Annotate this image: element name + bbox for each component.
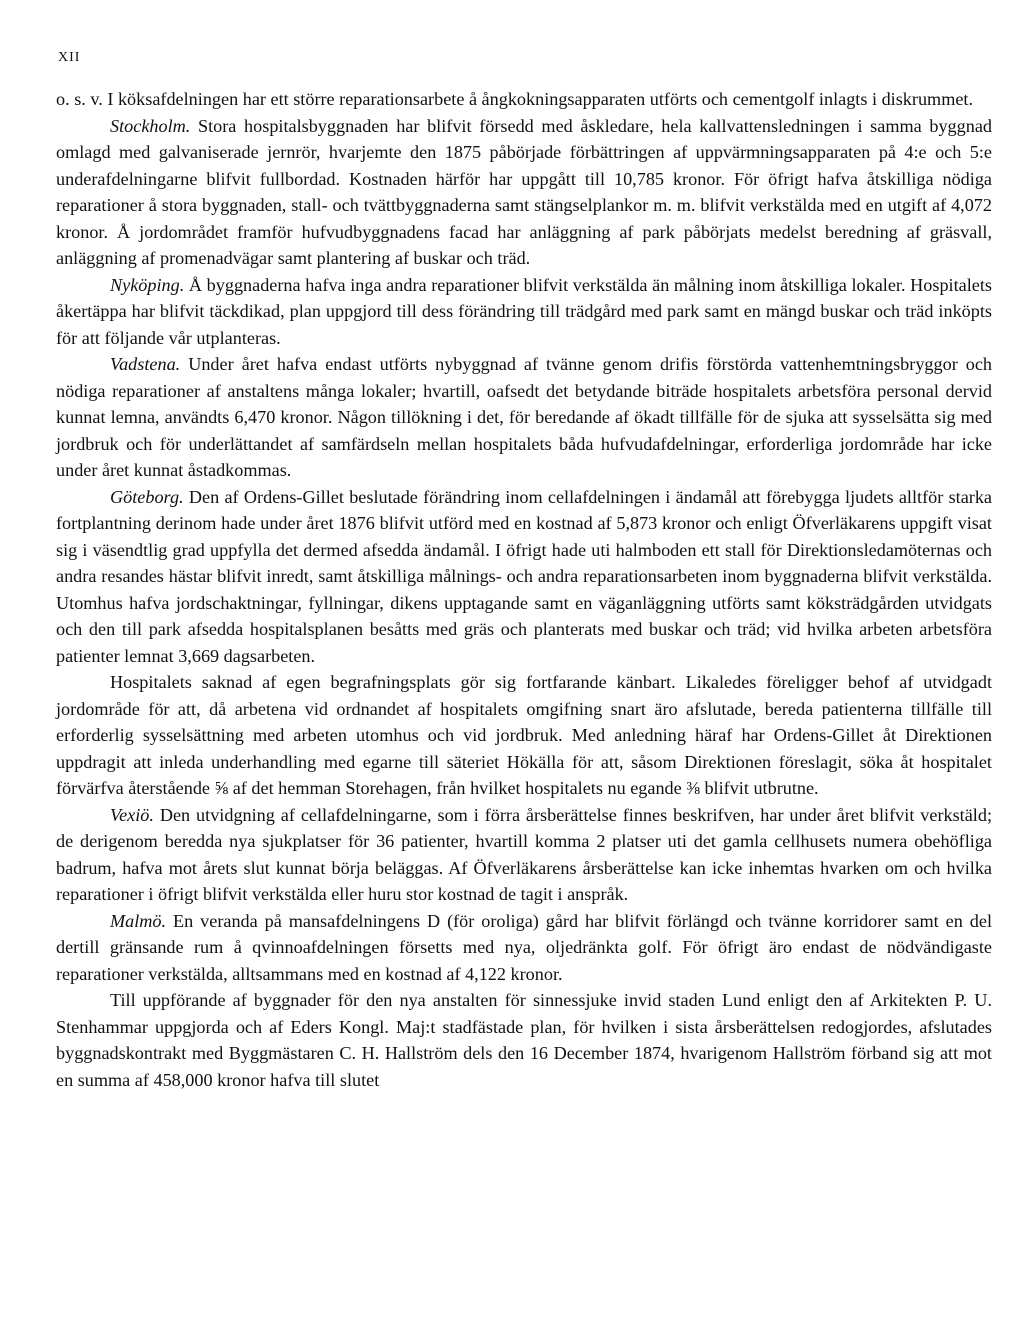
place-name: Vexiö. bbox=[110, 804, 154, 825]
paragraph-text: Den utvidgning af cellafdelningarne, som i förra årsberättelse finnes beskrifven, har under året blifvit verkstäld; de derigenom beredda nya sjukplatser för 36 patienter, hvartill komma 2 platser uti det gamla cellhusets numera obehöfliga badrum, hafva mot årets slut kunnat börja beläggas. Af Öfverläkarens årsberättelse kan icke inhemtas hvarken om och hvilka reparationer i öfrigt blifvit verkstälda eller huru stor kostnad de tagit i anspråk. bbox=[56, 804, 992, 904]
paragraph-text: Hospitalets saknad af egen begrafningsplats gör sig fortfarande känbart. Likaledes föreligger behof af utvidgadt jordområde för att, då arbetena vid ordnandet af hospitalets omgifning snart äro afslutade, bereda patienterna tillfälle till erforderlig sysselsättning med arbeten utomhus och vid jordbruk. Med anledning häraf har Ordens-Gillet åt Direktionen uppdragit att inleda underhandling med egarne till säteriet Hökälla för att, såsom Direktionen föreslagit, söka åt hospitalet förvärfva återstående ⅝ af det hemman Storehagen, från hvilket hospitalets nu egande ⅜ blifvit utbrutne. bbox=[56, 672, 992, 798]
paragraph bbox=[56, 669, 992, 802]
paragraph bbox=[56, 908, 992, 988]
paragraph-text: Stora hospitalsbyggnaden har blifvit försedd med åskledare, hela kallvattensledningen i samma byggnad omlagd med galvaniserade jernrör, hvarjemte den 1875 påbörjade förbättringen af uppvärmningsapparaten på 4:e och 5:e underafdelningarne blifvit fullbordad. Kostnaden härför har uppgått till 10,785 kronor. För öfrigt hafva åtskilliga nödiga reparationer å stora byggnaden, stall- och tvättbyggnaderna samt stängselplankor m. m. blifvit verkstälda med en utgift af 4,072 kronor. Å jordområdet framför hufvudbyggnadens facad har anläggning af park påbörjats medelst beredning af gräsvall, anläggning af promenadvägar samt plantering af buskar och träd. bbox=[56, 115, 992, 268]
place-name: Vadstena. bbox=[110, 354, 181, 374]
place-name: Stockholm. bbox=[110, 115, 191, 136]
place-name: Malmö. bbox=[110, 910, 167, 931]
paragraph bbox=[56, 113, 992, 272]
place-name: Nyköping. bbox=[110, 274, 185, 295]
paragraph-text: Till uppförande af byggnader för den nya anstalten för sinnessjuke invid staden Lund enligt den af Arkitekten P. U. Stenhammar uppgjorda och af Eders Kongl. Maj:t stadfästade plan, för hvilken i sista årsberättelsen redogjordes, afslutades byggnadskontrakt med Byggmästaren C. H. Hallström dels den 16 December 1874, hvarigenom Hallström förband sig att mot en summa af 458,000 kronor hafva till slutet bbox=[56, 990, 992, 1090]
paragraph-text: Den af Ordens-Gillet beslutade förändring inom cellafdelningen i ändamål att förebygga ljudets alltför starka fortplantning derinom hade under året 1876 blifvit utförd med en kostnad af 5,873 kronor och enligt Öfverläkarens uppgift visat sig i väsendtlig grad uppfylla det dermed afsedda ändamål. I öfrigt hade uti halmboden ett stall för Direktionsledamöternas och andra resandes hästar blifvit inredt, samt åtskilliga målnings- och andra reparationsarbeten inom byggnaderna blifvit verkstälda. Utomhus hafva jordschaktningar, fyllningar, dikens upptagande samt en väganläggning utförts samt köksträdgården utvidgats och den till park afsedda hospitalsplanen besåtts med gräs och planterats med buskar och träd; vid hvilka arbeten arbetsföra patienter lemnat 3,669 dagsarbeten. bbox=[56, 486, 992, 666]
paragraph-text: Å byggnaderna hafva inga andra reparationer blifvit verkstälda än målning inom åtskilliga lokaler. Hospitalets åkertäppa har blifvit täckdikad, plan uppgjord till dess förändring till trädgård med park samt en mängd buskar och träd inköpts för att följande vår utplanteras. bbox=[56, 274, 992, 348]
paragraph-text: o. s. v. I köksafdelningen har ett större reparationsarbete å ångkokningsapparaten utförts och cementgolf inlagts i diskrummet. bbox=[56, 89, 974, 109]
paragraph-text: Under året hafva endast utförts nybyggnad af tvänne genom drifis förstörda vattenhemtningsbryggor och nödiga reparationer af anstaltens många lokaler; hvartill, oafsedt det betydande biträde hospitalets arbetsföra personal dervid kunnat lemna, användts 6,470 kronor. Någon tillökning i det, för beredande af ökadt tillfälle för de sjuka att sysselsätta sig med jordbruk och för underlättandet af samfärdseln mellan hospitalets båda hufvudafdelningar, erforderliga jordområde har icke under året kunnat åstadkommas. bbox=[56, 354, 992, 480]
body-text bbox=[56, 86, 992, 1093]
paragraph bbox=[56, 987, 992, 1093]
place-name: Göteborg. bbox=[110, 486, 184, 507]
paragraph bbox=[56, 86, 992, 113]
page-number: XII bbox=[58, 50, 81, 65]
paragraph bbox=[56, 802, 992, 908]
paragraph bbox=[56, 272, 992, 352]
paragraph bbox=[56, 484, 992, 670]
paragraph-text: En veranda på mansafdelningens D (för oroliga) gård har blifvit förlängd och tvänne korridorer samt en del dertill gränsande rum å qvinnoafdelningen försetts med nya, oljedränkta golf. För öfrigt äro endast de nödvändigaste reparationer verkstälda, alltsammans med en kostnad af 4,122 kronor. bbox=[56, 910, 992, 984]
paragraph bbox=[56, 351, 992, 484]
